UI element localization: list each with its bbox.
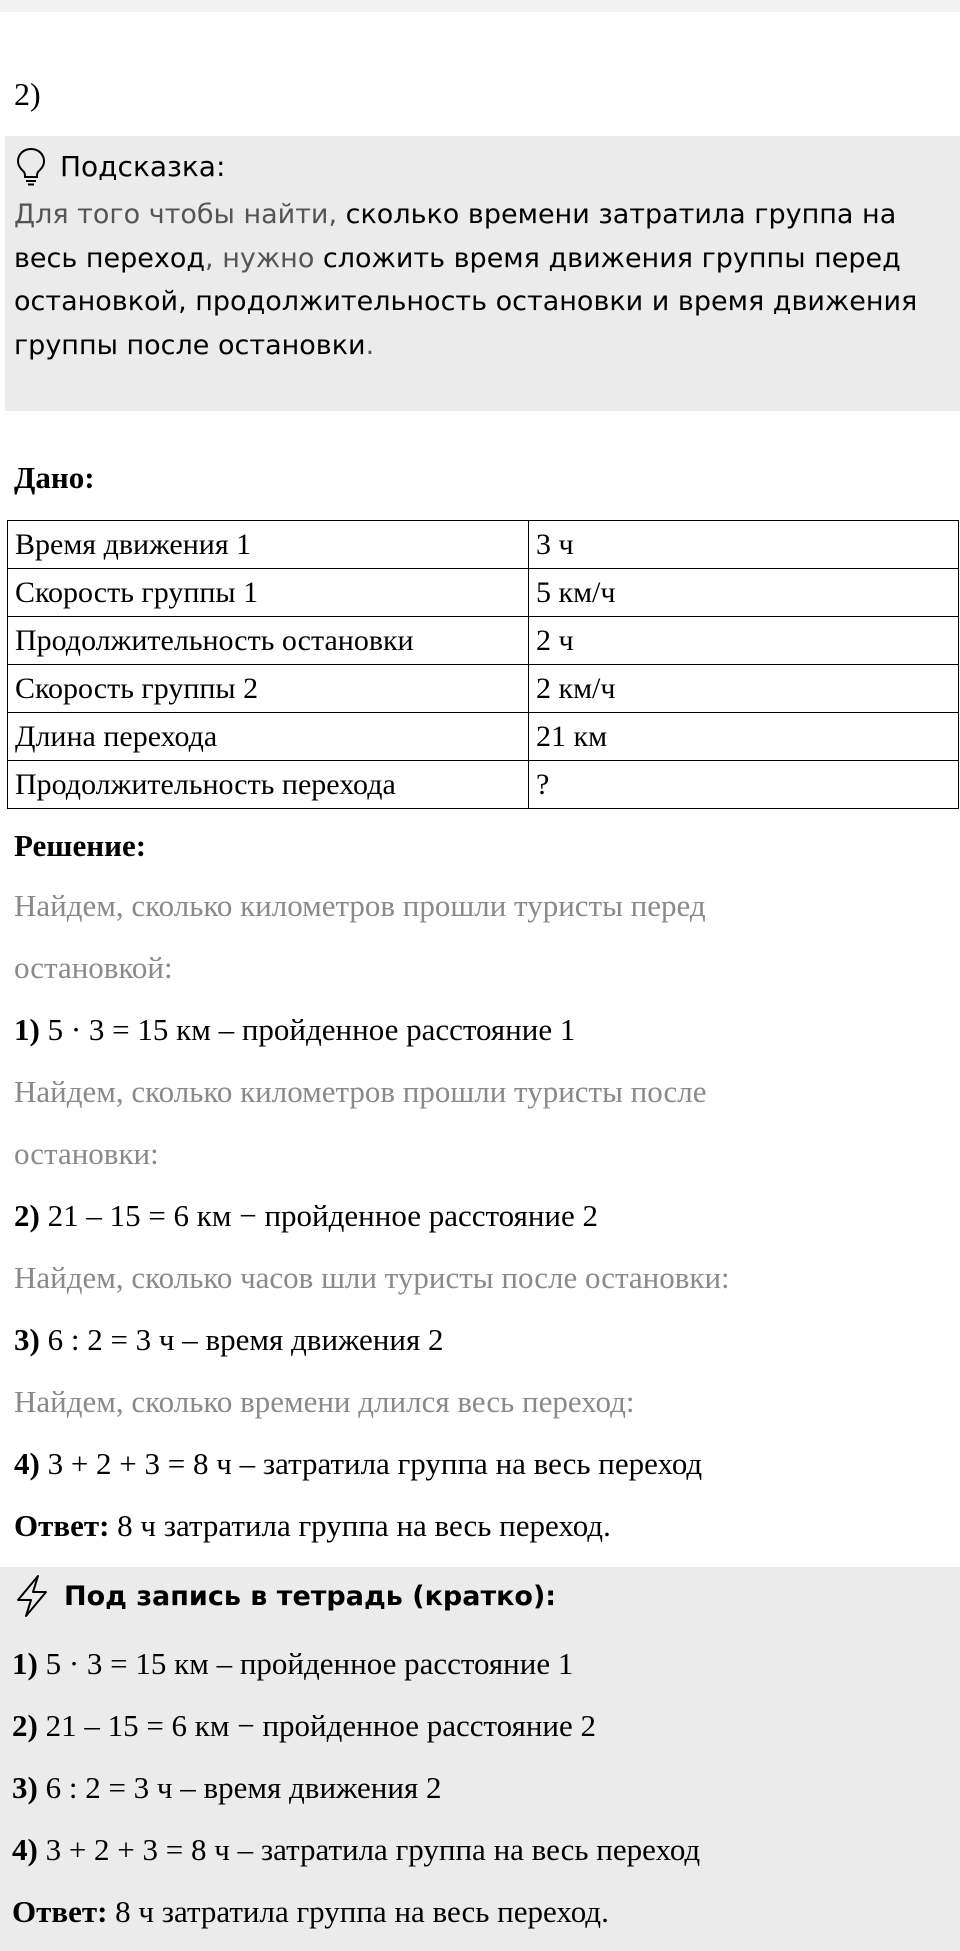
explanation-line: Найдем, сколько километров прошли туристы после [14, 1074, 707, 1109]
step-text: 5 · 3 = 15 км – пройденное расстояние 1 [39, 1012, 576, 1047]
given-value: 3 ч [529, 521, 959, 569]
notebook-line [12, 1770, 442, 1806]
step-number: 3) [14, 1322, 40, 1357]
step-text: 21 – 15 = 6 км − пройденное расстояние 2 [37, 1708, 597, 1743]
solution-step [14, 1446, 702, 1482]
task-number: 2) [14, 76, 41, 112]
hint-text-part: Для того чтобы найти, [14, 199, 346, 230]
hint-title: Подсказка: [60, 149, 226, 183]
explanation-line: остановкой: [14, 950, 173, 985]
step-number: 2) [12, 1708, 38, 1743]
solution-title-text: Решение: [14, 828, 147, 863]
hint-text-part: . [365, 329, 375, 361]
given-label: Продолжительность перехода [8, 761, 529, 809]
answer-label: Ответ: [12, 1894, 108, 1929]
top-bar [0, 0, 960, 12]
table-row [8, 665, 959, 713]
answer-text: 8 ч затратила группа на весь переход. [109, 1508, 611, 1543]
given-table [7, 520, 959, 809]
table-row [8, 713, 959, 761]
given-label: Скорость группы 2 [8, 665, 529, 713]
notebook-line [12, 1708, 596, 1744]
solution-step [14, 1322, 444, 1358]
table-row [8, 617, 959, 665]
notebook-line [12, 1832, 700, 1868]
answer-label: Ответ: [14, 1508, 110, 1543]
step-text: 21 – 15 = 6 км − пройденное расстояние 2 [39, 1198, 599, 1233]
hint-text [14, 193, 944, 367]
solution-step [14, 1198, 598, 1234]
hint-text-emphasis: сложить время движения группы перед остановкой, продолжительность остановки и время движения группы после остановки [14, 242, 918, 361]
step-number: 3) [12, 1770, 38, 1805]
notebook-header [12, 1574, 556, 1618]
explanation-line: Найдем, сколько часов шли туристы после остановки: [14, 1260, 730, 1295]
explanation-line: остановки: [14, 1136, 159, 1171]
table-row [8, 761, 959, 809]
step-number: 2) [14, 1198, 40, 1233]
answer-line [14, 1508, 611, 1544]
given-label: Длина перехода [8, 713, 529, 761]
step-text: 6 : 2 = 3 ч – время движения 2 [39, 1322, 444, 1357]
given-value: 2 км/ч [529, 665, 959, 713]
table-row [8, 521, 959, 569]
given-value: 5 км/ч [529, 569, 959, 617]
step-text: 3 + 2 + 3 = 8 ч – затратила группа на весь переход [37, 1832, 701, 1867]
solution-title [14, 828, 146, 864]
hint-header [14, 146, 225, 186]
step-number: 4) [12, 1832, 38, 1867]
hint-text-part: , нужно [205, 242, 323, 274]
explanation-line: Найдем, сколько времени длился весь переход: [14, 1384, 635, 1419]
given-label: Продолжительность остановки [8, 617, 529, 665]
explanation-line: Найдем, сколько километров прошли туристы перед [14, 888, 706, 923]
lightning-icon [12, 1574, 52, 1618]
given-label: Время движения 1 [8, 521, 529, 569]
notebook-line [12, 1646, 573, 1682]
hint-text-emphasis: сколько времени затратила группа на весь переход [14, 199, 897, 274]
solution-step [14, 1012, 575, 1048]
step-text: 3 + 2 + 3 = 8 ч – затратила группа на весь переход [39, 1446, 703, 1481]
step-number: 4) [14, 1446, 40, 1481]
given-title: Дано: [14, 460, 95, 495]
given-value: 2 ч [529, 617, 959, 665]
table-row [8, 569, 959, 617]
answer-text: 8 ч затратила группа на весь переход. [107, 1894, 609, 1929]
lightbulb-icon [14, 146, 48, 186]
given-label: Скорость группы 1 [8, 569, 529, 617]
step-number: 1) [12, 1646, 38, 1681]
step-text: 6 : 2 = 3 ч – время движения 2 [37, 1770, 442, 1805]
given-value: ? [529, 761, 959, 809]
notebook-title: Под запись в тетрадь (кратко): [64, 1580, 557, 1612]
notebook-answer [12, 1894, 609, 1930]
step-text: 5 · 3 = 15 км – пройденное расстояние 1 [37, 1646, 574, 1681]
given-value: 21 км [529, 713, 959, 761]
step-number: 1) [14, 1012, 40, 1047]
